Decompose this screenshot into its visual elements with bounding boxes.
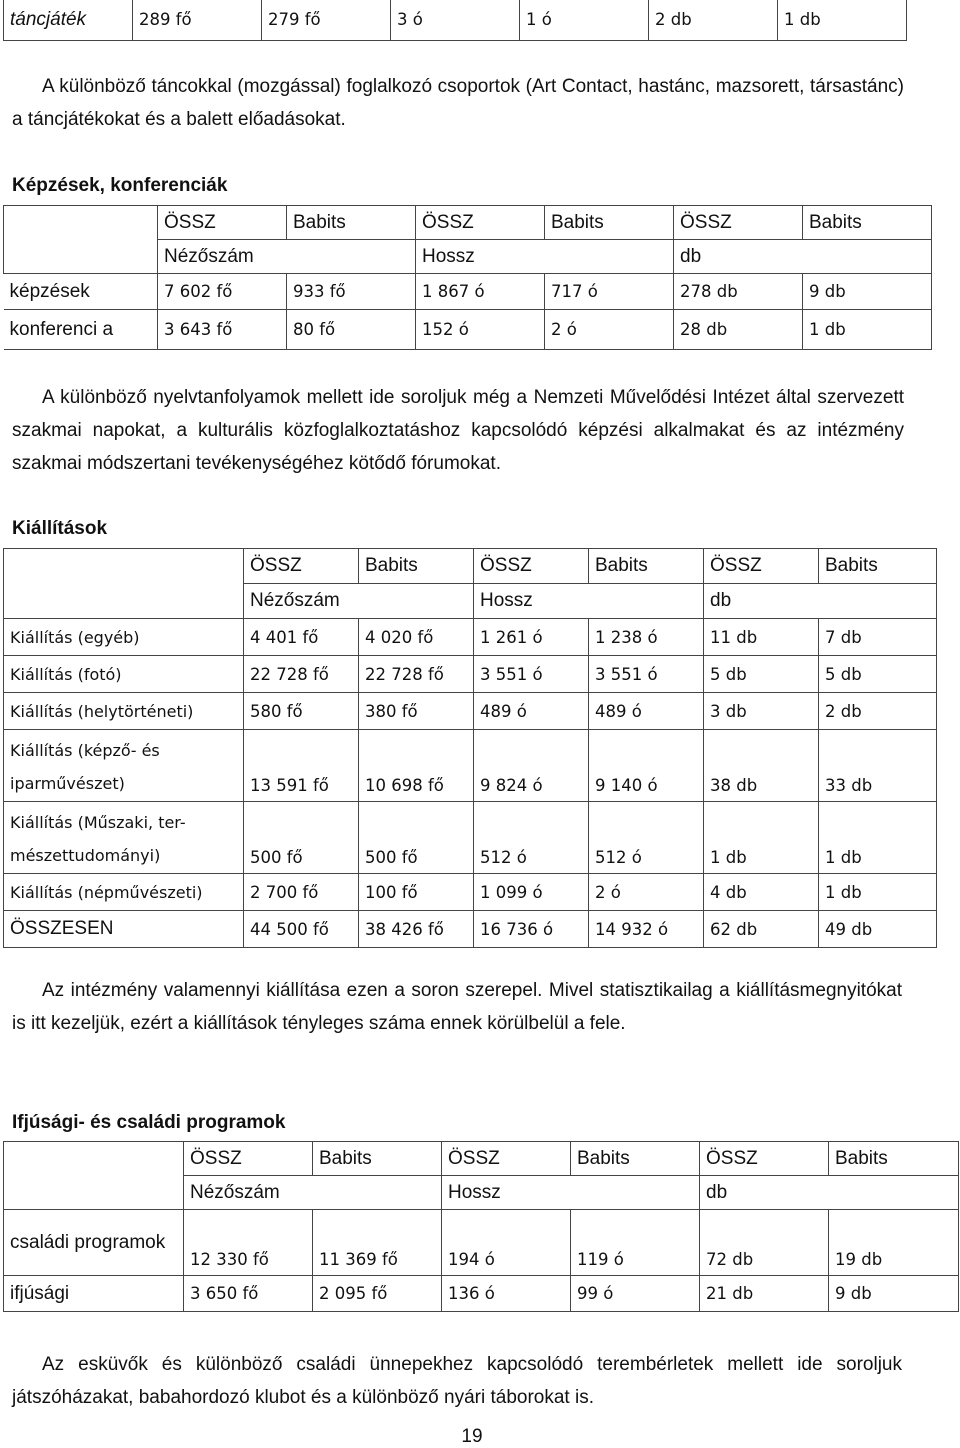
cell: 5 db — [819, 656, 937, 693]
cell: 512 ó — [589, 802, 704, 874]
cell: 16 736 ó — [474, 911, 589, 948]
cell: 380 fő — [359, 693, 474, 730]
cell: 2 ó — [589, 874, 704, 911]
cell: 489 ó — [474, 693, 589, 730]
ifjusagi-table — [3, 1141, 959, 1312]
cell: 1 db — [778, 0, 907, 40]
col-header: Babits — [545, 206, 674, 240]
page-number: 19 — [461, 1426, 483, 1447]
col-header: ÖSSZ — [674, 206, 803, 240]
cell: 1 099 ó — [474, 874, 589, 911]
row-label: családi programok — [4, 1210, 184, 1276]
row-label: képzések — [4, 274, 158, 310]
row-label — [4, 802, 244, 874]
cell: 1 db — [704, 802, 819, 874]
cell: 1 db — [803, 310, 932, 350]
table-row — [4, 619, 937, 656]
cell: 7 db — [819, 619, 937, 656]
col-header: ÖSSZ — [184, 1142, 313, 1176]
cell: 4 401 fő — [244, 619, 359, 656]
cell: 500 fő — [359, 802, 474, 874]
row-label: Kiállítás (helytörténeti) — [4, 693, 244, 730]
cell: 5 db — [704, 656, 819, 693]
col-header: ÖSSZ — [158, 206, 287, 240]
table-row — [4, 310, 932, 350]
row-label-line: Kiállítás (képző- és — [10, 741, 160, 760]
cell: 62 db — [704, 911, 819, 948]
table-row — [4, 730, 937, 802]
table-row — [4, 274, 932, 310]
col-header: Babits — [819, 549, 937, 584]
row-label: táncjáték — [4, 0, 133, 40]
cell: 22 728 fő — [244, 656, 359, 693]
cell: 152 ó — [416, 310, 545, 350]
table-row — [4, 802, 937, 874]
cell: 38 426 fő — [359, 911, 474, 948]
header-row — [4, 549, 937, 584]
section-heading-ifjusagi: Ifjúsági- és családi programok — [12, 1112, 286, 1133]
cell: 72 db — [700, 1210, 829, 1276]
row-label: ifjúsági — [4, 1276, 184, 1312]
cell: 278 db — [674, 274, 803, 310]
cell: 9 824 ó — [474, 730, 589, 802]
paragraph-kiallitasok: Az intézmény valamennyi kiállítása ezen a soron szerepel. Mivel statisztikailag a kiállításmegnyitókat is itt kezeljük, ezért a kiállítások tényleges száma ennek körülbelül a fele. — [12, 980, 902, 1034]
col-header: Babits — [571, 1142, 700, 1176]
group-header: db — [700, 1176, 959, 1210]
row-label: konferenci a — [4, 310, 158, 350]
corner-cell — [4, 549, 244, 619]
cell: 3 551 ó — [474, 656, 589, 693]
cell: 14 932 ó — [589, 911, 704, 948]
cell: 99 ó — [571, 1276, 700, 1312]
paragraph-ifjusagi: Az esküvők és különböző családi ünnepekhez kapcsolódó terembérletek mellett ide soroljuk játszóházakat, babahordozó klubot és a különböző nyári táborokat is. — [12, 1354, 902, 1408]
tancjatek-table — [3, 0, 907, 41]
cell: 933 fő — [287, 274, 416, 310]
cell: 3 643 fő — [158, 310, 287, 350]
cell: 10 698 fő — [359, 730, 474, 802]
row-label: Kiállítás (népművészeti) — [4, 874, 244, 911]
row-label-line: Kiállítás (Műszaki, ter- — [10, 813, 186, 832]
cell: 28 db — [674, 310, 803, 350]
row-label: ÖSSZESEN — [4, 911, 244, 948]
cell: 33 db — [819, 730, 937, 802]
group-header: db — [704, 584, 937, 619]
cell: 3 ó — [391, 0, 520, 40]
group-header: Nézőszám — [244, 584, 474, 619]
cell: 500 fő — [244, 802, 359, 874]
cell: 289 fő — [133, 0, 262, 40]
col-header: Babits — [287, 206, 416, 240]
col-header: ÖSSZ — [416, 206, 545, 240]
cell: 1 238 ó — [589, 619, 704, 656]
row-label: Kiállítás (fotó) — [4, 656, 244, 693]
cell: 279 fő — [262, 0, 391, 40]
col-header: Babits — [803, 206, 932, 240]
table-row — [4, 874, 937, 911]
corner-cell — [4, 206, 158, 274]
table-row — [4, 1276, 959, 1312]
cell: 580 fő — [244, 693, 359, 730]
header-row — [4, 1142, 959, 1176]
col-header: ÖSSZ — [704, 549, 819, 584]
corner-cell — [4, 1142, 184, 1210]
group-header: db — [674, 240, 932, 274]
table-row — [4, 693, 937, 730]
col-header: Babits — [829, 1142, 959, 1176]
cell: 2 db — [819, 693, 937, 730]
cell: 3 db — [704, 693, 819, 730]
cell: 19 db — [829, 1210, 959, 1276]
table-row — [4, 1210, 959, 1276]
cell: 100 fő — [359, 874, 474, 911]
col-header: ÖSSZ — [474, 549, 589, 584]
cell: 2 db — [649, 0, 778, 40]
cell: 512 ó — [474, 802, 589, 874]
row-label-line: mészettudományi) — [10, 846, 161, 865]
cell: 38 db — [704, 730, 819, 802]
cell: 12 330 fő — [184, 1210, 313, 1276]
table-row — [4, 0, 907, 40]
cell: 119 ó — [571, 1210, 700, 1276]
paragraph-dance: A különböző táncokkal (mozgással) foglalkozó csoportok (Art Contact, hastánc, mazsorett, társastánc) a táncjátékokat és a balett előadásokat. — [12, 76, 904, 130]
cell: 1 db — [819, 874, 937, 911]
cell: 1 ó — [520, 0, 649, 40]
cell: 9 db — [803, 274, 932, 310]
row-label — [4, 730, 244, 802]
kiallitasok-table — [3, 548, 937, 948]
cell: 1 261 ó — [474, 619, 589, 656]
col-header: ÖSSZ — [244, 549, 359, 584]
cell: 13 591 fő — [244, 730, 359, 802]
cell: 22 728 fő — [359, 656, 474, 693]
cell: 3 650 fő — [184, 1276, 313, 1312]
cell: 80 fő — [287, 310, 416, 350]
group-header: Hossz — [416, 240, 674, 274]
cell: 1 867 ó — [416, 274, 545, 310]
cell: 4 020 fő — [359, 619, 474, 656]
table-row — [4, 656, 937, 693]
col-header: ÖSSZ — [442, 1142, 571, 1176]
kepzesek-table — [3, 205, 932, 350]
cell: 21 db — [700, 1276, 829, 1312]
cell: 4 db — [704, 874, 819, 911]
group-header: Hossz — [442, 1176, 700, 1210]
cell: 11 db — [704, 619, 819, 656]
group-header: Nézőszám — [184, 1176, 442, 1210]
cell: 11 369 fő — [313, 1210, 442, 1276]
col-header: Babits — [359, 549, 474, 584]
header-row — [4, 206, 932, 240]
cell: 3 551 ó — [589, 656, 704, 693]
section-heading-kiallitasok: Kiállítások — [12, 518, 108, 539]
cell: 136 ó — [442, 1276, 571, 1312]
cell: 7 602 fő — [158, 274, 287, 310]
cell: 2 700 fő — [244, 874, 359, 911]
col-header: Babits — [589, 549, 704, 584]
cell: 44 500 fő — [244, 911, 359, 948]
section-heading-kepzesek: Képzések, konferenciák — [12, 175, 228, 196]
table-row-total — [4, 911, 937, 948]
row-label-line: iparművészet) — [10, 774, 125, 793]
cell: 489 ó — [589, 693, 704, 730]
paragraph-kepzesek: A különböző nyelvtanfolyamok mellett ide soroljuk még a Nemzeti Művelődési Intézet által szervezett szakmai napokat, a kulturális közfoglalkoztatáshoz kapcsolódó képzési alkalmakat és az intézmény szakmai módszertani tevékenységéhez kötődő fórumokat. — [12, 387, 904, 474]
cell: 49 db — [819, 911, 937, 948]
row-label: Kiállítás (egyéb) — [4, 619, 244, 656]
cell: 2 ó — [545, 310, 674, 350]
cell: 9 140 ó — [589, 730, 704, 802]
cell: 717 ó — [545, 274, 674, 310]
group-header: Hossz — [474, 584, 704, 619]
col-header: ÖSSZ — [700, 1142, 829, 1176]
group-header: Nézőszám — [158, 240, 416, 274]
cell: 1 db — [819, 802, 937, 874]
cell: 2 095 fő — [313, 1276, 442, 1312]
cell: 9 db — [829, 1276, 959, 1312]
col-header: Babits — [313, 1142, 442, 1176]
cell: 194 ó — [442, 1210, 571, 1276]
